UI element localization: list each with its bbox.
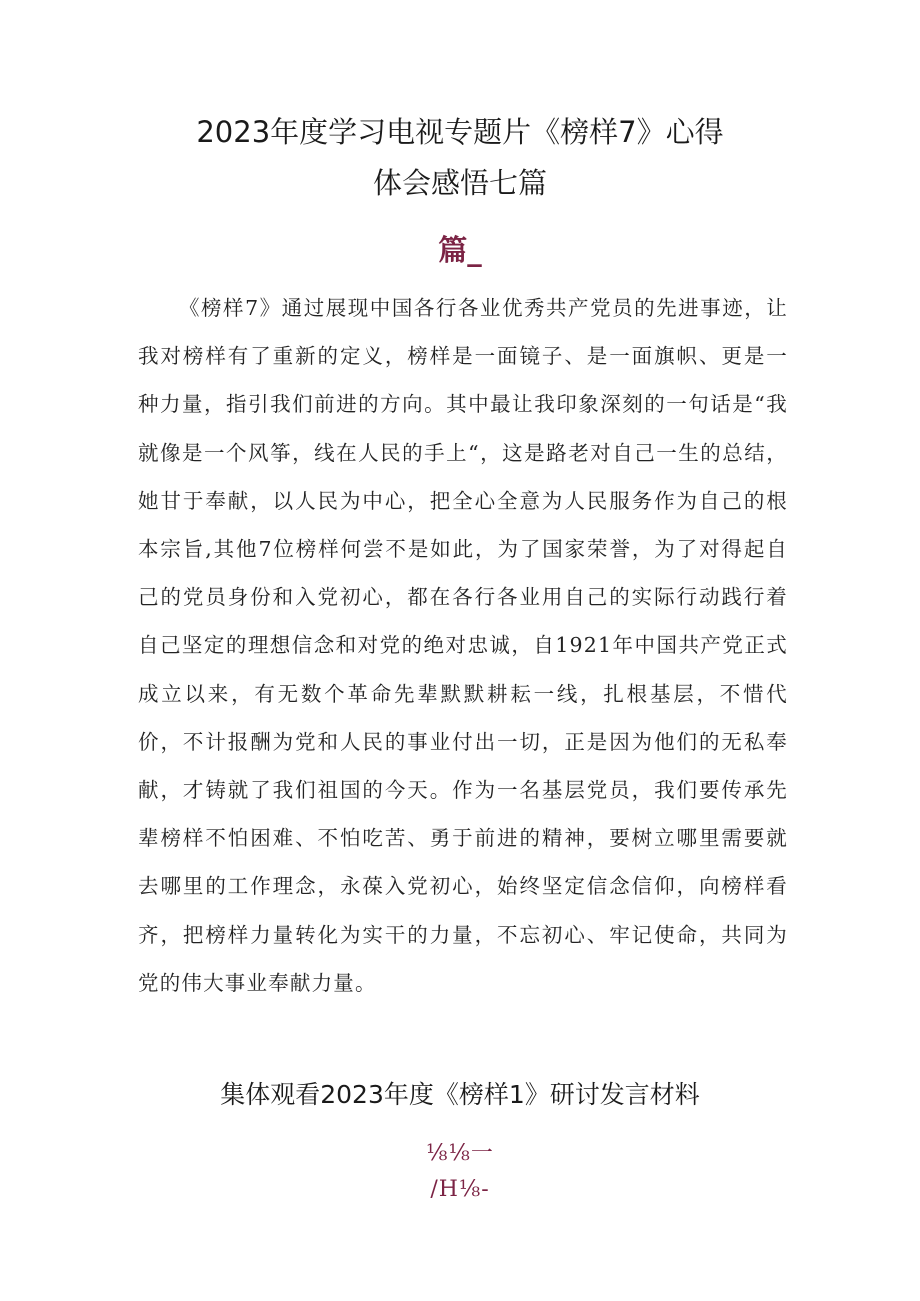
document-title-line-1: 2023年度学习电视专题片《榜样7》心得 bbox=[196, 115, 724, 149]
section-heading-one: 篇_ bbox=[438, 233, 482, 267]
second-article-title: 集体观看2023年度《榜样1》研讨发言材料 bbox=[220, 1080, 700, 1109]
section-heading-two-text: ⅛⅛一 /H⅛- bbox=[426, 1141, 494, 1202]
body-paragraph: 《榜样7》通过展现中国各行各业优秀共产党员的先进事迹，让我对榜样有了重新的定义，榜样是一面镜子、是一面旗帜、更是一种力量，指引我们前进的方向。其中最让我印象深刻的一句话是“我就像是一个风筝，线在人民的手上“，这是路老对自己一生的总结，她甘于奉献，以人民为中心，把全心全意为人民服务作为自己的根本宗旨,其他7位榜样何尝不是如此，为了国家荣誉，为了对得起自己的党员身份和入党初心，都在各行各业用自己的实际行动践行着自己坚定的理想信念和对党的绝对忠诚，自1921年中国共产党正式成立以来，有无数个革命先辈默默耕耘一线，扎根基层，不惜代价，不计报酬为党和人民的事业付出一切，正是因为他们的无私奉献，才铸就了我们祖国的今天。作为一名基层党员，我们要传承先辈榜样不怕困难、不怕吃苦、勇于前进的精神，要树立哪里需要就去哪里的工作理念，永葆入党初心，始终坚定信念信仰，向榜样看齐，把榜样力量转化为实干的力量，不忘初心、牢记使命，共同为党的伟大事业奉献力量。 bbox=[138, 296, 788, 995]
document-title-line-2: 体会感悟七篇 bbox=[372, 166, 547, 200]
section-heading-two bbox=[400, 1136, 520, 1208]
